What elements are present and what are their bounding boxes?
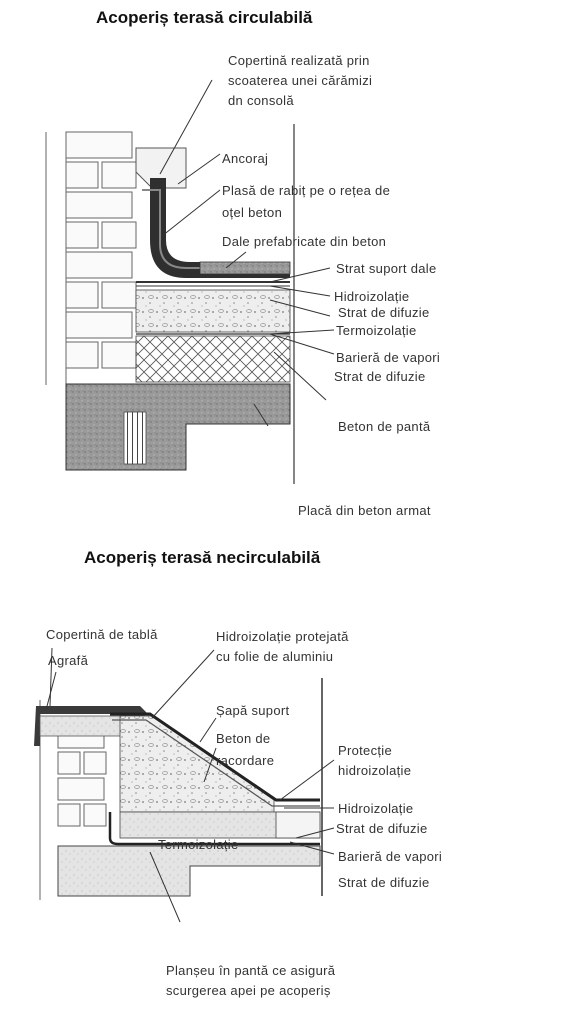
label-termoizolatie-1: Termoizolație [336,323,417,338]
label-copertina-tabla: Copertină de tablă [46,627,158,642]
diagram-circulable [46,80,334,484]
label-beton-racordare-line1: Beton de [216,731,271,746]
label-planseu-line1: Planșeu în pantă ce asigură [166,963,336,978]
label-bariera-2: Barieră de vapori [338,849,443,864]
title-necirculable: Acoperiș terasă necirculabilă [84,548,321,567]
label-ancoraj: Ancoraj [222,151,269,166]
label-termoizolatie-2: Termoizolație [158,837,239,852]
label-strat-difuzie-1b: Strat de difuzie [334,369,426,384]
label-protectie-line2: hidroizolație [338,763,412,778]
label-dale: Dale prefabricate din beton [222,234,387,249]
label-planseu-line2: scurgerea apei pe acoperiș [166,983,331,998]
label-agrafa: Agrafă [48,653,89,668]
label-copertina-line1: Copertină realizată prin [228,53,370,68]
label-sapa-suport: Șapă suport [216,703,290,718]
brick-wall-1 [46,132,136,385]
label-hidroizolatie-2: Hidroizolație [338,801,414,816]
title-circulable: Acoperiș terasă circulabilă [96,8,313,27]
label-plasa-line1: Plasă de rabiț pe o rețea de [222,183,391,198]
label-strat-difuzie-2b: Strat de difuzie [338,875,430,890]
label-strat-suport: Strat suport dale [336,261,437,276]
label-beton-panta: Beton de pantă [338,419,431,434]
label-placa: Placă din beton armat [298,503,431,518]
label-protectie-line1: Protecție [338,743,393,758]
label-hidro-protejata-line2: cu folie de aluminiu [216,649,334,664]
label-hidro-protejata-line1: Hidroizolație protejată [216,629,349,644]
label-beton-racordare-line2: racordare [216,753,275,768]
label-hidroizolatie-1: Hidroizolație [334,289,410,304]
label-strat-difuzie-2a: Strat de difuzie [336,821,428,836]
diagram-necirculable [34,648,334,922]
label-copertina-line2: scoaterea unei cărămizi [228,73,373,88]
label-bariera-1: Barieră de vapori [336,350,441,365]
label-copertina-line3: dn consolă [228,93,294,108]
label-strat-difuzie-1a: Strat de difuzie [338,305,430,320]
label-plasa-line2: oțel beton [222,205,283,220]
